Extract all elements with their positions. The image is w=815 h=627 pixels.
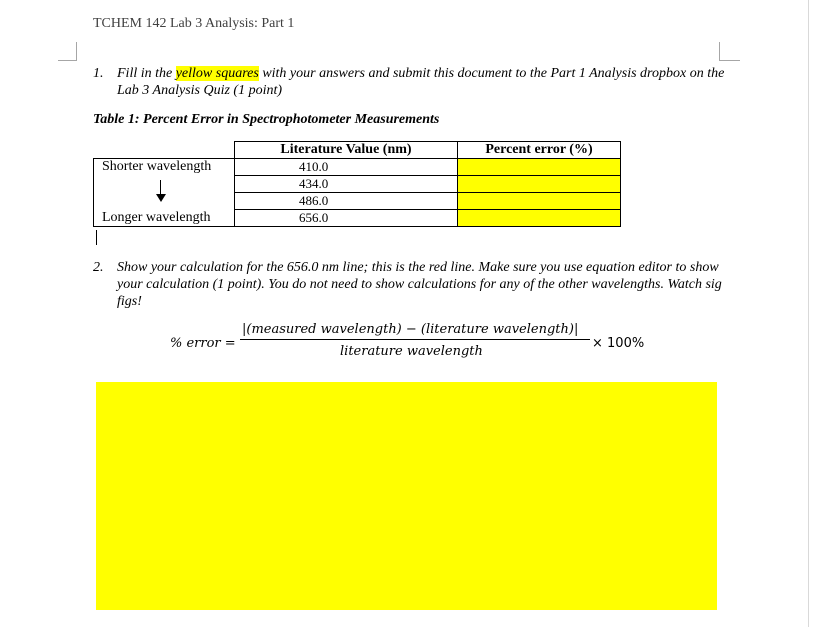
margin-mark-right-vertical	[719, 42, 720, 60]
literature-value-486: 486.0	[235, 193, 458, 210]
margin-mark-left-vertical	[76, 42, 77, 60]
question-2	[93, 259, 733, 310]
literature-value-656: 656.0	[235, 210, 458, 227]
percent-error-input-434[interactable]	[458, 176, 621, 193]
percent-error-input-656[interactable]	[458, 210, 621, 227]
formula-lhs: % error =	[170, 336, 236, 351]
page-edge	[808, 0, 809, 627]
percent-error-input-410[interactable]	[458, 159, 621, 176]
down-arrow-icon-shaft	[160, 180, 161, 195]
table-corner-cell	[94, 142, 235, 159]
question-1-number: 1.	[93, 66, 104, 81]
longer-wavelength-label: Longer wavelength	[102, 210, 211, 225]
question-2-text: Show your calculation for the 656.0 nm line; this is the red line. Make sure you use equation editor to show your calculation (1 point). You do not need to show calculations for any of the other wavelengths. Watch sig figs!	[117, 260, 722, 309]
table-row	[94, 159, 621, 176]
literature-value-410: 410.0	[235, 159, 458, 176]
formula-numerator: |(measured wavelength) − (literature wavelength)|	[242, 322, 579, 337]
yellow-squares-highlight: yellow squares	[175, 66, 259, 81]
literature-value-434: 434.0	[235, 176, 458, 193]
document-header: TCHEM 142 Lab 3 Analysis: Part 1	[93, 16, 295, 31]
table-caption: Table 1: Percent Error in Spectrophotometer Measurements	[93, 112, 440, 127]
question-1	[93, 65, 733, 99]
table-header-row	[94, 142, 621, 159]
formula-fraction-bar	[240, 339, 590, 340]
question-1-text	[117, 65, 733, 99]
calculation-answer-box[interactable]	[96, 382, 717, 610]
percent-error-header: Percent error (%)	[458, 142, 621, 159]
down-arrow-icon	[156, 194, 166, 202]
percent-error-input-486[interactable]	[458, 193, 621, 210]
margin-mark-right-horizontal	[719, 60, 740, 61]
formula-denominator: literature wavelength	[340, 344, 483, 359]
literature-value-header: Literature Value (nm)	[235, 142, 458, 159]
formula-multiplier: × 100%	[592, 336, 645, 351]
text-cursor	[96, 230, 97, 245]
question-1-text-after: with your answers and submit this document to the Part 1 Analysis dropbox on the Lab 3 Analysis Quiz (1 point)	[117, 66, 725, 98]
percent-error-table	[93, 141, 621, 227]
shorter-wavelength-label: Shorter wavelength	[102, 159, 212, 174]
question-2-number: 2.	[93, 260, 104, 275]
question-1-text-before: Fill in the	[117, 66, 176, 81]
wavelength-direction-cell	[94, 159, 235, 227]
margin-mark-left-horizontal	[58, 60, 77, 61]
